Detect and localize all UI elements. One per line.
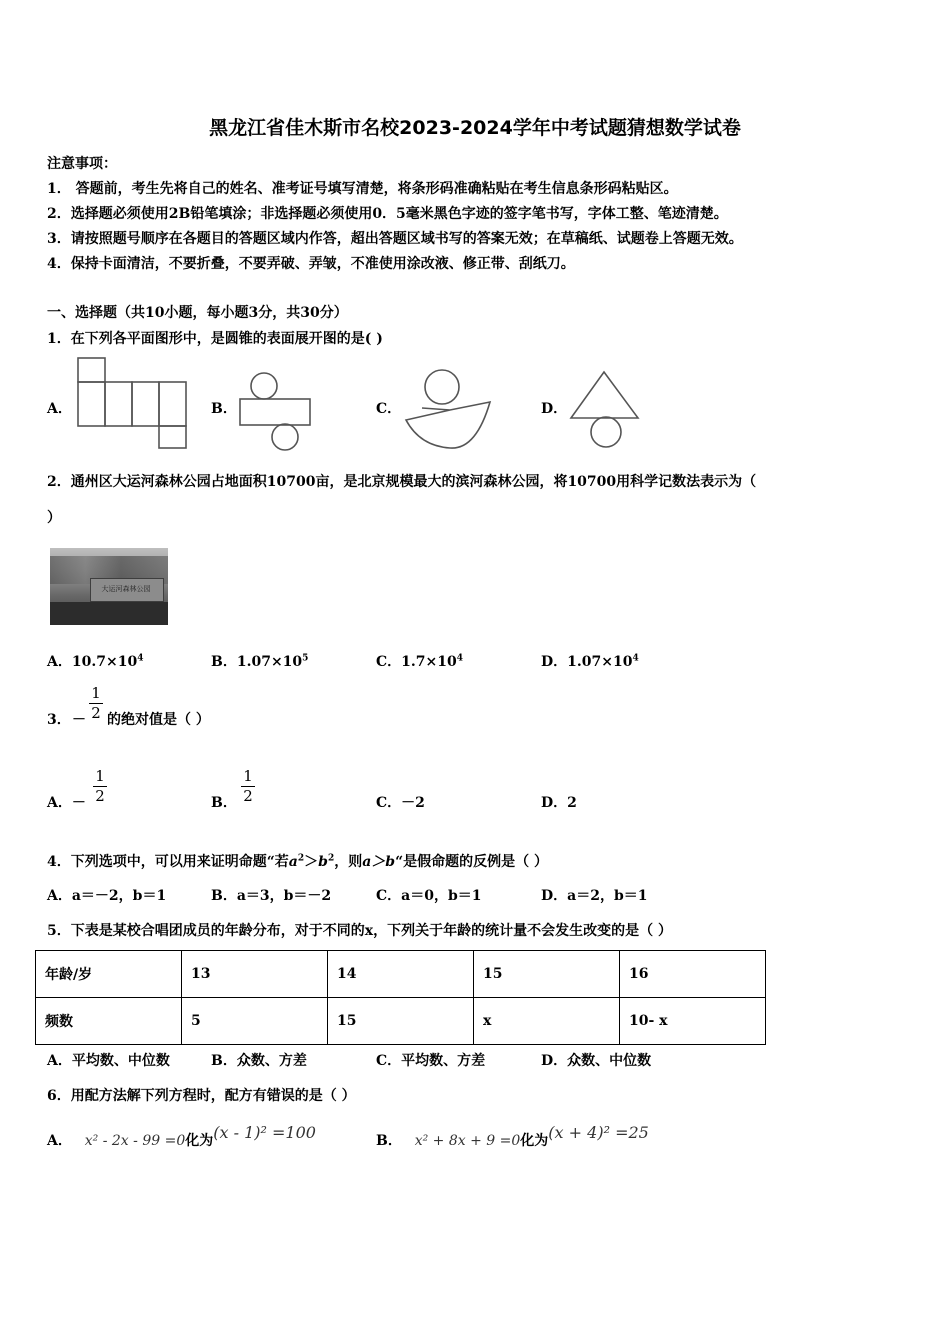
q2-option-a[interactable]: A．$10.7\times 10^4$ [47,653,144,670]
q1-option-c-label: C． [376,401,402,417]
triangle-circle-figure [568,368,644,452]
table-cell: 年龄/岁 [36,951,182,998]
cube-net-figure [74,355,189,451]
notes-heading: 注意事项： [47,156,117,172]
q4-option-b[interactable]: B．a＝3，b＝－2 [211,888,332,904]
table-cell: 5 [182,998,328,1045]
q4-stem: 4．下列选项中，可以用来证明命题“若$a^2>b^2$，则a＞b“是假命题的反例是（ ） [47,853,549,870]
q3-fraction: 1 2 [89,685,103,722]
q4-option-a[interactable]: A．a＝－2，b＝1 [47,888,167,904]
photo-sign-text: 大运河森林公园 [101,585,151,593]
table-row [36,998,766,1045]
table-cell: 15 [328,998,474,1045]
q5-stem: 5．下表是某校合唱团成员的年龄分布，对于不同的x，下列关于年龄的统计量不会发生改变的是（ ） [47,923,672,939]
note-3: 3．请按照题号顺序在各题目的答题区域内作答，超出答题区域书写的答案无效；在草稿纸、试题卷上答题无效。 [47,231,743,247]
q6-stem: 6．用配方法解下列方程时，配方有错误的是（ ） [47,1088,356,1104]
cone-net-figure [402,368,494,454]
age-frequency-table [35,950,766,1045]
q3-number: 3． [47,712,71,728]
q3-option-d[interactable]: D．2 [541,795,577,811]
table-cell: 14 [328,951,474,998]
q5-option-d[interactable]: D．众数、中位数 [541,1053,652,1069]
q1-option-a-label: A． [47,401,72,417]
park-photo [50,548,168,625]
note-1: 1． 答题前，考生先将自己的姓名、准考证号填写清楚，将条形码准确粘贴在考生信息条形码粘贴区。 [47,181,678,197]
q3-option-a-fraction: 1 2 [93,768,107,805]
table-cell: 13 [182,951,328,998]
note-2: 2．选择题必须使用2B铅笔填涂；非选择题必须使用0．5毫米黑色字迹的签字笔书写，字体工整、笔迹清楚。 [47,206,728,222]
q6-option-a[interactable]: A． x² - 2x - 99 =0化为(x - 1)² =100 [47,1123,316,1149]
table-row [36,951,766,998]
q1-option-d-label: D． [541,401,568,417]
table-cell: 频数 [36,998,182,1045]
q3-minus: － [72,712,86,728]
table-cell: 16 [620,951,766,998]
section-heading: 一、选择题（共10小题，每小题3分，共30分） [47,305,348,321]
q3-option-b-fraction: 1 2 [241,768,255,805]
q2-option-d[interactable]: D．$1.07\times 10^4$ [541,653,639,670]
q4-option-c[interactable]: C．a＝0，b＝1 [376,888,482,904]
q2-option-c[interactable]: C．$1.7\times 10^4$ [376,653,463,670]
q3-option-a[interactable]: A．－ [47,795,86,811]
table-cell: 10- x [620,998,766,1045]
q1-stem: 1．在下列各平面图形中，是圆锥的表面展开图的是( ) [47,331,383,347]
page-title: 黑龙江省佳木斯市名校2023-2024学年中考试题猜想数学试卷 [209,117,741,139]
note-4: 4．保持卡面清洁，不要折叠，不要弄破、弄皱，不准使用涂改液、修正带、刮纸刀。 [47,256,575,272]
q3-option-c[interactable]: C．－2 [376,795,425,811]
q3-tail: 的绝对值是（ ） [107,712,210,728]
q3-option-b[interactable]: B． [211,795,237,811]
q6-option-b[interactable]: B． x² + 8x + 9 =0化为(x + 4)² =25 [376,1123,649,1149]
q5-option-a[interactable]: A．平均数、中位数 [47,1053,170,1069]
q2-stem: 2．通州区大运河森林公园占地面积10700亩，是北京规模最大的滨河森林公园，将10700用科学记数法表示为（ [47,474,757,490]
q5-option-b[interactable]: B．众数、方差 [211,1053,307,1069]
table-cell: 15 [474,951,620,998]
table-cell: x [474,998,620,1045]
q5-option-c[interactable]: C．平均数、方差 [376,1053,486,1069]
q2-option-b[interactable]: B．$1.07\times 10^5$ [211,653,309,670]
q1-option-b-label: B． [211,401,237,417]
q4-option-d[interactable]: D．a＝2，b＝1 [541,888,648,904]
q2-stem-end: ） [47,510,61,526]
cylinder-net-figure [236,370,318,452]
